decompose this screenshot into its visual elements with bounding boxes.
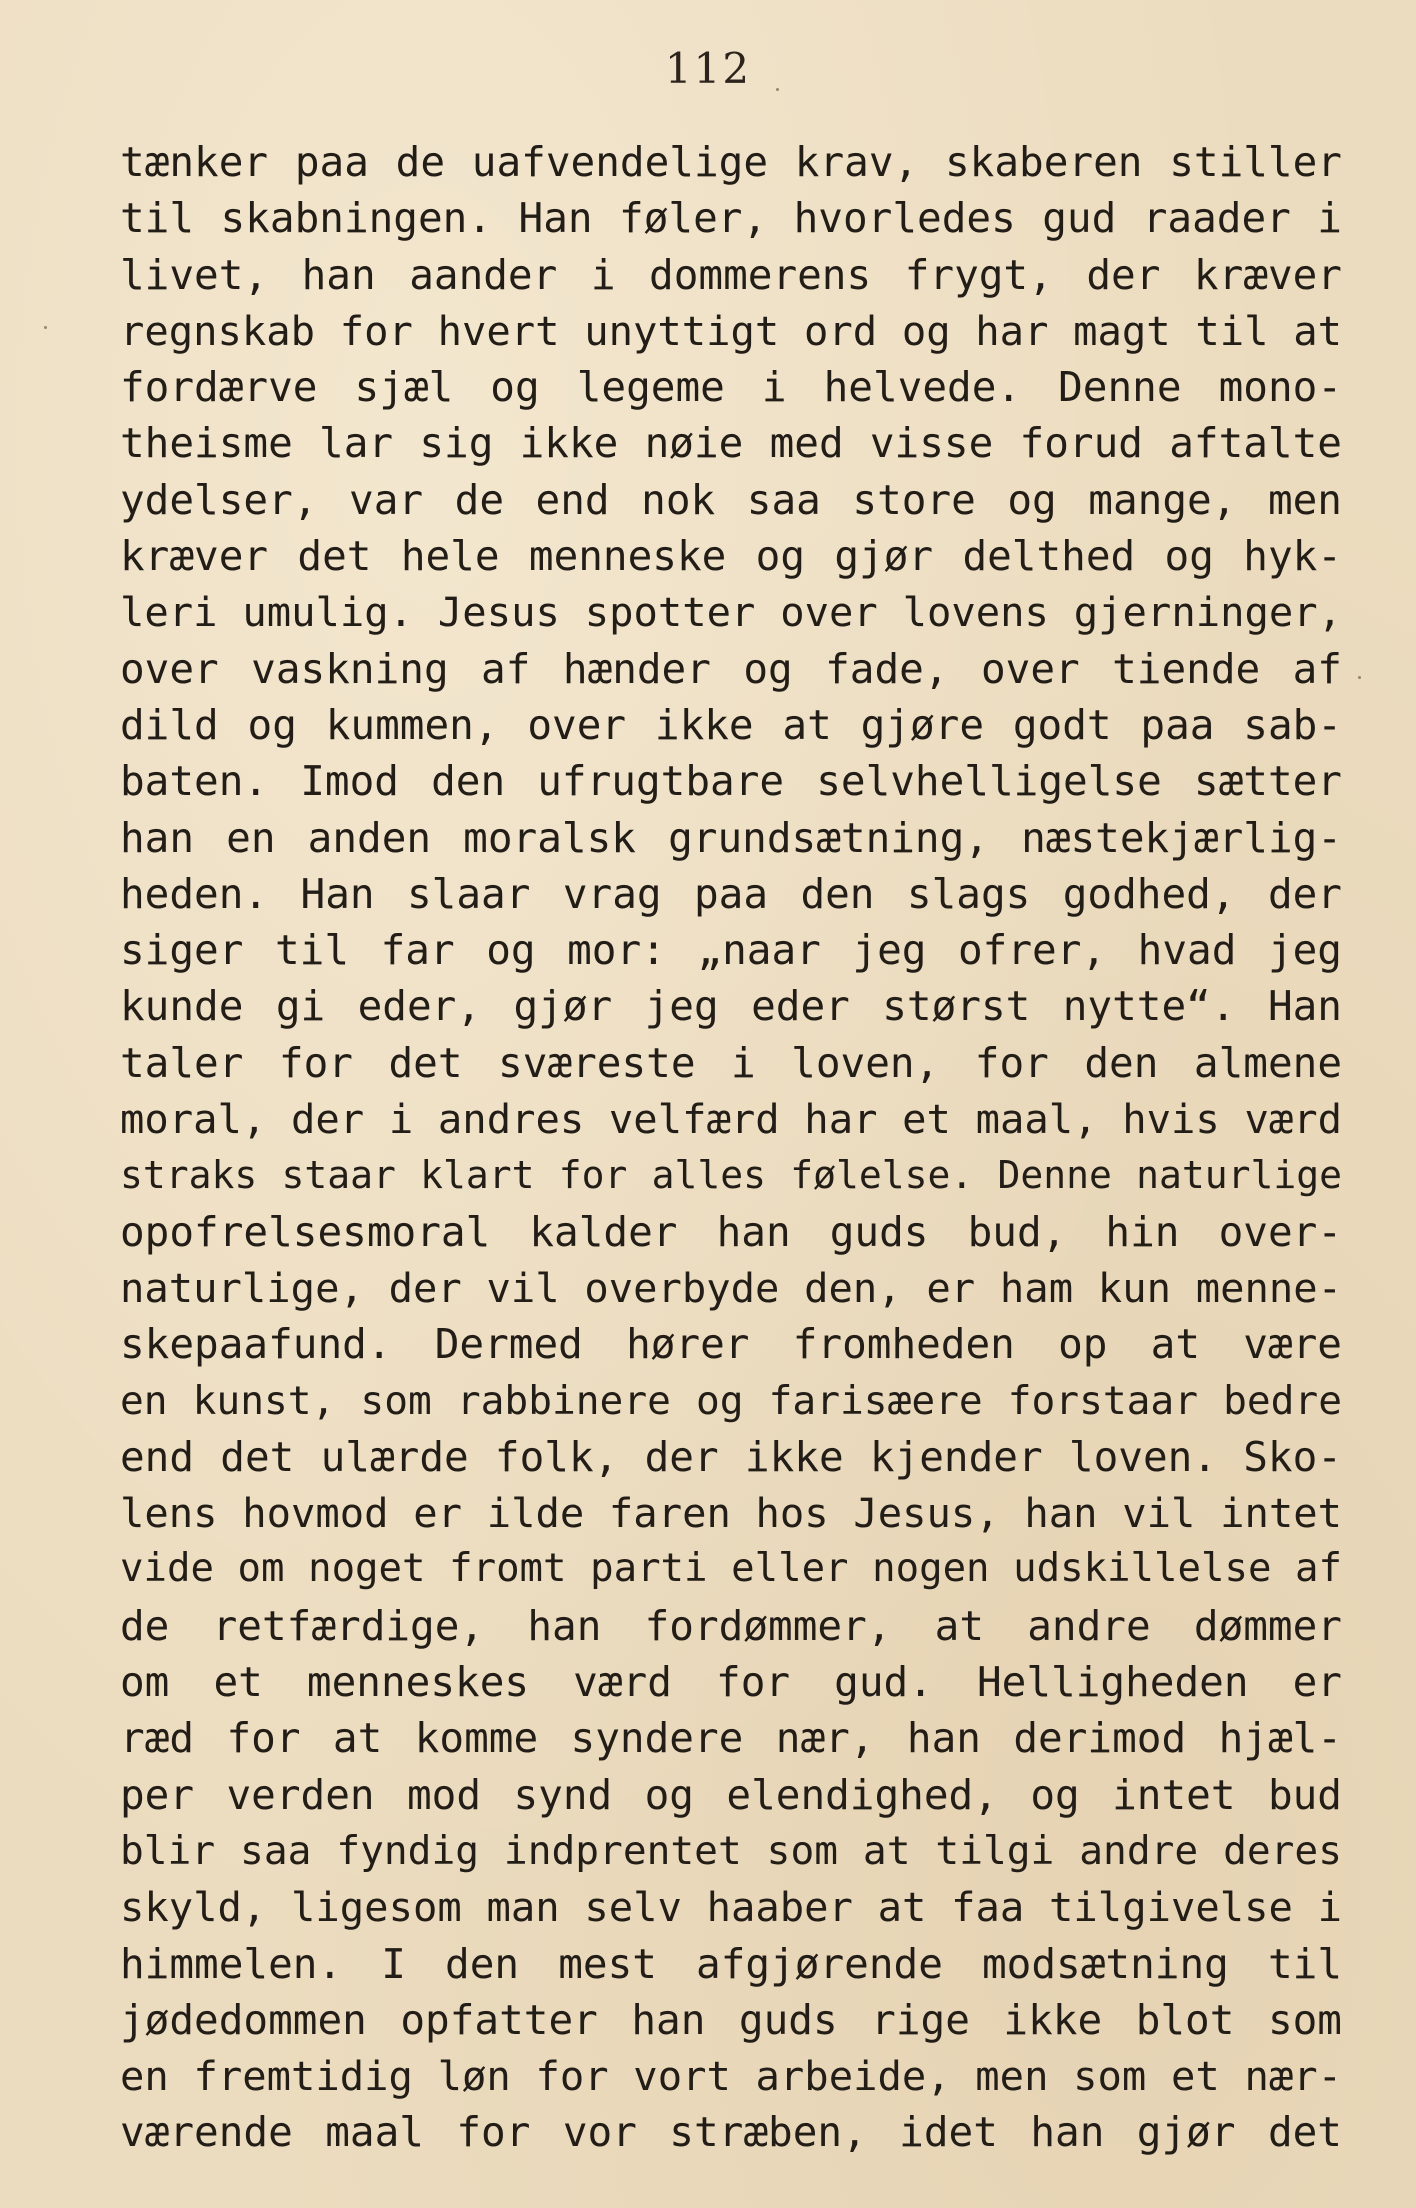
text-line: over vaskning af hænder og fade, over tiende af: [120, 644, 1342, 693]
paper-speck: [1358, 676, 1361, 679]
text-line: om et menneskes værd for gud. Helligheden er: [120, 1658, 1342, 1707]
text-line: himmelen. I den mest afgjørende modsætning til: [120, 1939, 1342, 1988]
text-line: baten. Imod den ufrugtbare selvhelligelse sætter: [120, 757, 1342, 806]
text-line: theisme lar sig ikke nøie med visse forud aftalte: [120, 419, 1342, 468]
text-line: siger til far og mor: „naar jeg ofrer, hvad jeg: [120, 926, 1342, 975]
text-line: livet, han aander i dommerens frygt, der kræver: [120, 250, 1342, 299]
text-line: han en anden moralsk grundsætning, næstekjærlig-: [120, 813, 1342, 862]
text-line: per verden mod synd og elendighed, og intet bud: [120, 1770, 1342, 1819]
text-line: ræd for at komme syndere nær, han derimod hjæl-: [120, 1714, 1342, 1763]
text-line: skyld, ligesom man selv haaber at faa tilgivelse i: [120, 1883, 1342, 1932]
text-line: tænker paa de uafvendelige krav, skaberen stiller: [120, 138, 1342, 186]
text-line: straks staar klart for alles følelse. Denne naturlige: [120, 1153, 1342, 1198]
text-line: moral, der i andres velfærd har et maal, hvis værd: [120, 1095, 1342, 1144]
text-line: kræver det hele menneske og gjør delthed og hyk-: [120, 532, 1342, 581]
text-line: en fremtidig løn for vort arbeide, men som et nær-: [120, 2052, 1342, 2101]
text-line: leri umulig. Jesus spotter over lovens gjerninger,: [120, 588, 1342, 637]
text-line: opofrelsesmoral kalder han guds bud, hin over-: [120, 1207, 1342, 1256]
body-text: [120, 134, 1342, 2161]
text-line: fordærve sjæl og legeme i helvede. Denne mono-: [120, 363, 1342, 412]
text-line: værende maal for vor stræben, idet han gjør det: [120, 2108, 1342, 2157]
text-line: jødedommen opfatter han guds rige ikke blot som: [120, 1995, 1342, 2044]
text-line: lens hovmod er ilde faren hos Jesus, han vil intet: [120, 1489, 1342, 1538]
page-number: 112: [664, 44, 752, 93]
text-line: skepaafund. Dermed hører fromheden op at være: [120, 1320, 1342, 1369]
text-line: taler for det sværeste i loven, for den almene: [120, 1038, 1342, 1087]
text-line: vide om noget fromt parti eller nogen udskillelse af: [120, 1546, 1342, 1592]
text-line: til skabningen. Han føler, hvorledes gud raader i: [120, 194, 1342, 243]
text-line: regnskab for hvert unyttigt ord og har magt til at: [120, 306, 1342, 355]
text-line: ydelser, var de end nok saa store og mange, men: [120, 475, 1342, 524]
text-line: en kunst, som rabbinere og farisæere forstaar bedre: [120, 1377, 1342, 1424]
text-line: blir saa fyndig indprentet som at tilgi andre deres: [120, 1827, 1342, 1874]
paper-speck: [776, 88, 779, 91]
text-line: dild og kummen, over ikke at gjøre godt paa sab-: [120, 700, 1342, 749]
text-line: de retfærdige, han fordømmer, at andre dømmer: [120, 1601, 1342, 1650]
paper-speck: [44, 326, 47, 329]
text-line: end det ulærde folk, der ikke kjender loven. Sko-: [120, 1432, 1342, 1481]
text-line: kunde gi eder, gjør jeg eder størst nytte“. Han: [120, 982, 1342, 1031]
text-line: heden. Han slaar vrag paa den slags godhed, der: [120, 869, 1342, 918]
text-line: naturlige, der vil overbyde den, er ham kun menne-: [120, 1263, 1342, 1312]
